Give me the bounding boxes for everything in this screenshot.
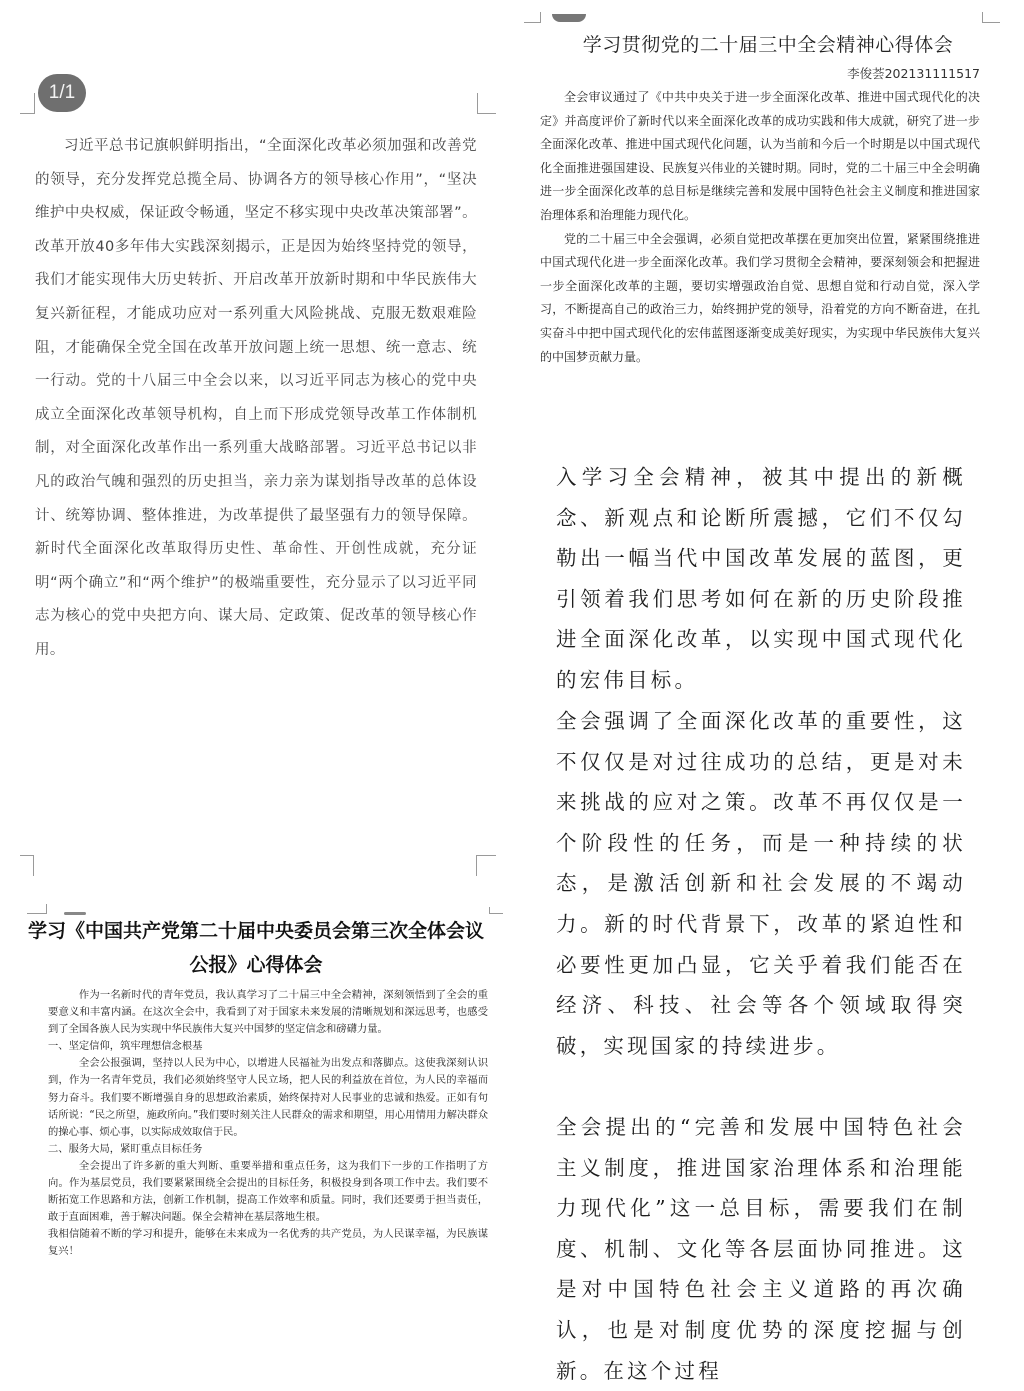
- crop-mark: [982, 12, 1000, 23]
- paragraph: 作为一名新时代的青年党员，我认真学习了二十届三中全会精神，深刻领悟到了全会的重要意义和丰富内涵。在这次全会中，我看到了对于国家未来发展的清晰规划和深远思考，也感受到了全国各族人民为实现中华民族伟大复兴中国梦的坚定信念和磅礴力量。: [48, 989, 488, 1036]
- crop-mark: [20, 93, 35, 114]
- document-panel-bottom-left: [0, 840, 512, 1365]
- document-body: [35, 130, 477, 668]
- handwritten-paragraph: 入学习全会精神，被其中提出的新概念、新观点和论断所震撼，它们不仅勾勒出一幅当代中国改革发展的蓝图，更引领着我们思考如何在新的历史阶段推进全面深化改革，以实现中国式现代化的宏伟目标。: [556, 465, 966, 692]
- crop-mark: [476, 855, 496, 876]
- document-title: 学习贯彻党的二十届三中全会精神心得体会: [582, 34, 954, 56]
- handwritten-paragraph: 全会强调了全面深化改革的重要性，这不仅仅是对过往成功的总结，更是对未来挑战的应对之策。改革不再仅仅是一个阶段性的任务，而是一种持续的状态，是激活创新和社会发展的不竭动力。新的时代背景下，改革的紧迫性和必要性更加凸显，它关乎着我们能否在经济、科技、社会等各个领域取得突破，实现国家的持续进步。: [556, 709, 966, 1058]
- paragraph: 全会提出了许多新的重大判断、重要举措和重点任务，这为我们下一步的工作指明了方向。作为基层党员，我们要紧紧围绕全会提出的目标任务，积极投身到各项工作中去。我们要不断拓宽工作思路和方法，创新工作机制，提高工作效率和质量。同时，我们还要勇于担当责任，敢于直面困难，善于解决问题。保全会精神在基层落地生根。: [48, 1159, 488, 1224]
- section-heading: 二、服务大局，紧盯重点目标任务: [48, 1142, 203, 1155]
- paragraph: 我相信随着不断的学习和提升，能够在未来成为一名优秀的共产党员，为人民谋幸福，为民族谋复兴！: [48, 1228, 488, 1258]
- handwritten-notes-panel: [512, 440, 1024, 1383]
- document-panel-top-left: [0, 0, 512, 700]
- document-body: [48, 987, 488, 1261]
- document-body: [540, 86, 980, 369]
- paragraph: 习近平总书记旗帜鲜明指出，“全面深化改革必须加强和改善党的领导，充分发挥党总揽全局、协调各方的领导核心作用”，“坚决维护中央权威，保证政令畅通，坚定不移实现中央改革决策部署”。改革开放40多年伟大实践深刻揭示，正是因为始终坚持党的领导，我们才能实现伟大历史转折、开启改革开放新时期和中华民族伟大复兴新征程，才能成功应对一系列重大风险挑战、克服无数艰难险阻，才能确保全党全国在改革开放问题上统一思想、统一意志、统一行动。党的十八届三中全会以来，以习近平同志为核心的党中央成立全面深化改革领导机构，自上而下形成党领导改革工作体制机制，对全面深化改革作出一系列重大战略部署。习近平总书记以非凡的政治气魄和强烈的历史担当，亲力亲为谋划指导改革的总体设计、统筹协调、整体推进，为改革提供了最坚强有力的领导保障。新时代全面深化改革取得历史性、革命性、开创性成就，充分证明“两个确立”和“两个维护”的极端重要性，充分显示了以习近平同志为核心的党中央把方向、谋大局、定政策、促改革的领导核心作用。: [35, 138, 477, 658]
- author-id: 李俊荟202131111517: [847, 66, 980, 81]
- crop-mark: [477, 93, 496, 114]
- paragraph: 党的二十届三中全会强调，必须自觉把改革摆在更加突出位置，紧紧围绕推进中国式现代化进一步全面深化改革。我们学习贯彻全会精神，要深刻领会和把握进一步全面深化改革的主题，要切实增强政治自觉、思想自觉和行动自觉，深入学习，不断提高自己的政治三力，始终拥护党的领导，沿着党的方向不断奋进，在扎实奋斗中把中国式现代化的宏伟蓝图逐渐变成美好现实，为实现中华民族伟大复兴的中国梦贡献力量。: [540, 231, 980, 364]
- crop-mark: [20, 855, 34, 876]
- paragraph: 全会公报强调，坚持以人民为中心，以增进人民福祉为出发点和落脚点。这使我深刻认识到，作为一名青年党员，我们必须始终坚守人民立场，把人民的利益放在首位，为人民的幸福而努力奋斗。我们要不断增强自身的思想政治素质，始终保持对人民事业的忠诚和热爱。正如有句话所说：“民之所望，施政所向。”我们要时刻关注人民群众的需求和期望，用心用情用力解决群众的操心事、烦心事，以实际成效取信于民。: [48, 1057, 488, 1138]
- crop-mark: [524, 12, 541, 23]
- scroll-indicator: [552, 14, 586, 22]
- document-title: 学习《中国共产党第二十届中央委员会第三次全体会议公报》心得体会: [27, 920, 484, 976]
- page-indicator-badge[interactable]: 1/1: [38, 74, 86, 112]
- document-panel-top-right: [512, 0, 1024, 420]
- section-heading: 一、坚定信仰，筑牢理想信念根基: [48, 1040, 203, 1053]
- paragraph: 全会审议通过了《中共中央关于进一步全面深化改革、推进中国式现代化的决定》并高度评价了新时代以来全面深化改革的成功实践和伟大成就，研究了进一步全面深化改革、推进中国式现代化问题，认为当前和今后一个时期是以中国式现代化全面推进强国建设、民族复兴伟业的关键时期。同时，党的二十届三中全会明确进一步全面深化改革的总目标是继续完善和发展中国特色社会主义制度和推进国家治理体系和治理能力现代化。: [540, 90, 980, 222]
- crop-mark: [27, 904, 47, 914]
- crop-mark: [489, 907, 503, 914]
- handwritten-paragraph: 全会提出的“完善和发展中国特色社会主义制度，推进国家治理体系和治理能力现代化”这一总目标，需要我们在制度、机制、文化等各层面协同推进。这是对中国特色社会主义道路的再次确认，也是对制度优势的深度挖掘与创新。在这个过程: [556, 1115, 966, 1383]
